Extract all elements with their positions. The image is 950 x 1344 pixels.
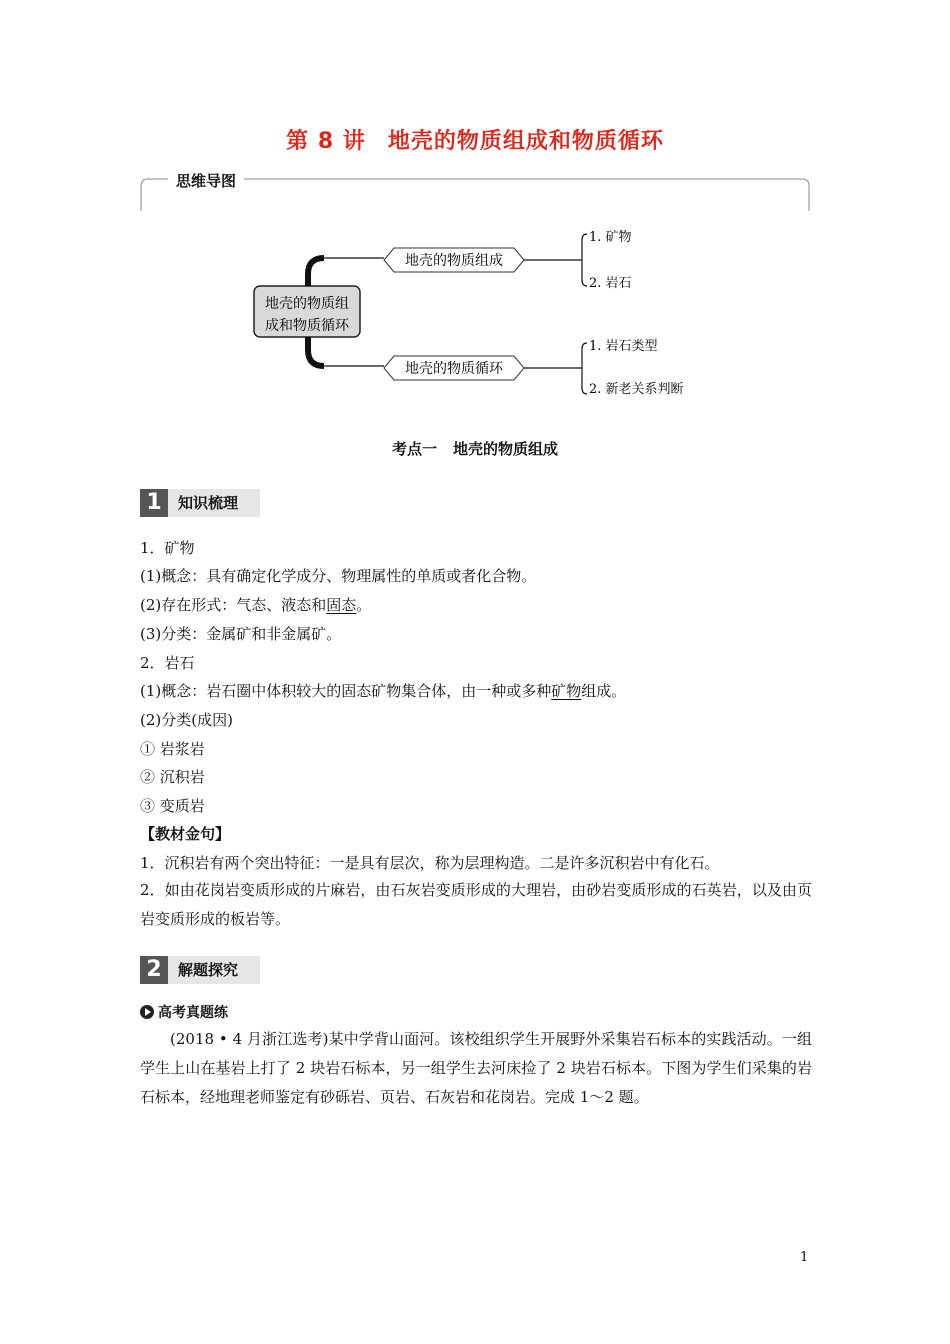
section-badge-number: 2 <box>140 956 168 984</box>
mindmap-item-age-relation: 2. 新老关系判断 <box>589 382 684 397</box>
knowledge-line: 2．岩石 <box>140 654 195 672</box>
knowledge-line: (2)存在形式：气态、液态和固态。 <box>140 596 372 614</box>
underlined-answer: 固态 <box>326 596 357 614</box>
section-title-label: 考点一 <box>391 440 437 458</box>
knowledge-line: 1．沉积岩有两个突出特征：一是具有层次，称为层理构造。二是许多沉积岩中有化石。 <box>140 854 720 872</box>
section-title <box>0 438 950 459</box>
practice-heading <box>140 1003 228 1023</box>
section-badge-number: 1 <box>140 489 168 517</box>
knowledge-line: (3)分类：金属矿和非金属矿。 <box>140 625 342 643</box>
knowledge-line: 1．矿物 <box>140 539 195 557</box>
mindmap-branch-1-bracket <box>582 234 587 286</box>
page-number: 1 <box>800 1250 809 1265</box>
section-badge-problem-solving <box>140 956 260 984</box>
knowledge-line: (1)概念：具有确定化学成分、物理属性的单质或者化合物。 <box>140 567 537 585</box>
practice-question-text: (2018 • 4 月浙江选考)某中学背山面河。该校组织学生开展野外采集岩石标本的实践活动。一组学生上山在基岩上打了 2 块岩石标本，另一组学生去河床捡了 2 块岩石标本。下图为学生们采集的岩石标本，经地理老师鉴定有砂砾岩、页岩、石灰岩和花岗岩。完成 1～2 题。 <box>140 1030 812 1106</box>
mindmap-diagram <box>0 0 950 420</box>
knowledge-paragraph: 2．如由花岗岩变质形成的片麻岩，由石灰岩变质形成的大理岩，由砂岩变质形成的石英岩，以及由页岩变质形成的板岩等。 <box>140 881 812 928</box>
section-title-topic: 地壳的物质组成 <box>453 440 559 458</box>
section-badge-label: 解题探究 <box>168 956 260 984</box>
underlined-answer: 矿物 <box>551 682 582 700</box>
mindmap-item-rock-types: 1. 岩石类型 <box>589 339 658 354</box>
mindmap-item-rock: 2. 岩石 <box>589 276 632 291</box>
knowledge-line: (1)概念：岩石圈中体积较大的固态矿物集合体，由一种或多种矿物组成。 <box>140 682 627 700</box>
practice-heading-text: 高考真题练 <box>158 1005 228 1021</box>
knowledge-line: ① 岩浆岩 <box>140 740 205 758</box>
mindmap-branch-2-bracket <box>582 343 587 394</box>
play-icon <box>140 1005 154 1019</box>
section-badge-label: 知识梳理 <box>168 489 260 517</box>
title-topic: 地壳的物质组成和物质循环 <box>387 129 664 154</box>
mindmap-branch-2-label: 地壳的物质循环 <box>405 361 503 377</box>
mindmap-root-line2: 成和物质循环 <box>265 318 349 334</box>
knowledge-line: (2)分类(成因) <box>140 711 233 729</box>
mindmap-root-line1: 地壳的物质组 <box>265 296 349 312</box>
title-lecture-number: 第 8 讲 <box>286 129 366 154</box>
textbook-quotes-heading: 【教材金句】 <box>140 825 231 843</box>
knowledge-line: ③ 变质岩 <box>140 797 205 815</box>
mindmap-branch-1-label: 地壳的物质组成 <box>405 253 503 269</box>
mindmap-brace-top <box>308 258 324 286</box>
knowledge-line: ② 沉积岩 <box>140 768 205 786</box>
mindmap-item-mineral: 1. 矿物 <box>589 230 632 245</box>
section-badge-knowledge <box>140 489 260 517</box>
mindmap-label: 思维导图 <box>168 170 244 191</box>
mindmap-brace-bottom <box>308 337 324 366</box>
